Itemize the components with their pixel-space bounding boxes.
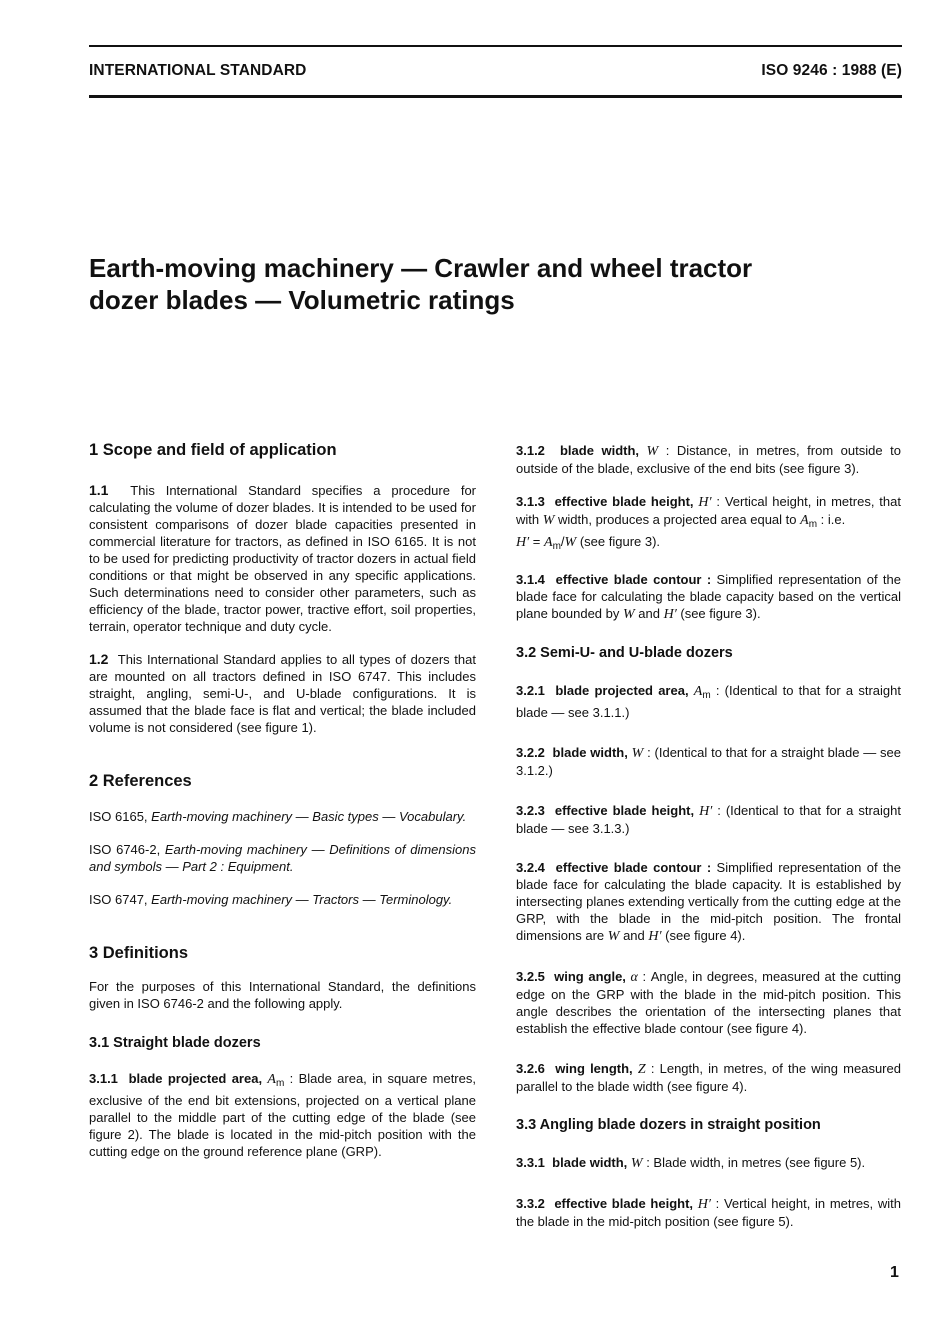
para-number: 1.2 — [89, 651, 109, 667]
para-1-1 — [89, 482, 476, 635]
left-column — [89, 440, 476, 1160]
para-text: This International Standard applies to all types of dozers that are mounted on all tractors defined in ISO 6747. This includes straight, angling, semi-U-, and U-blade configurations. It is assumed that the blade face is flat and vertical; the blade included volume is not considered (see figure 1). — [89, 652, 476, 735]
subsection-3-1-heading: 3.1 Straight blade dozers — [89, 1035, 261, 1051]
para-1-2 — [89, 651, 476, 736]
definition-3-2-4: 3.2.4 effective blade contour : Simplified representation of the blade face for calculating the blade capacity. It is established by intersecting planes extending vertically from the cutting edge at the GRP, with the blade in the mid-pitch position. The frontal dimensions are W and H′ (see figure 4). — [516, 860, 902, 944]
reference-1: ISO 6165, Earth-moving machinery — Basic types — Vocabulary. — [89, 809, 467, 824]
definition-3-3-1: 3.3.1 blade width, W : Blade width, in metres (see figure 5). — [516, 1155, 866, 1171]
section-2-heading: 2 References — [89, 772, 192, 790]
header-left: INTERNATIONAL STANDARD — [89, 62, 307, 79]
header-right: ISO 9246 : 1988 (E) — [761, 62, 902, 79]
para-text: This International Standard specifies a procedure for calculating the volume of dozer blades. It is intended to be used for consistent comparisons of dozer blade capacities presented in commercial literature for tractors, as defined in ISO 6165. It is not to be used for predicting productivity of tractor dozers in actual field conditions or that might be observed in any specific applications. Such determinations need to consider other parameters, such as efficiency of the blade, tractor power, tractive effort, soil properties, terrain, operator technique and duty cycle. — [89, 483, 477, 634]
definition-3-2-3: 3.2.3 effective blade height, H′ : (Identical to that for a straight blade — see 3.1.3.) — [516, 803, 901, 836]
definition-3-2-5: 3.2.5 wing angle, α : Angle, in degrees, measured at the cutting edge on the GRP with the blade in the mid-pitch position. This angle describes the orientation of the intersecting planes that establish the effective blade contour (see figure 4). — [516, 969, 901, 1036]
subsection-3-3-heading: 3.3 Angling blade dozers in straight position — [516, 1117, 821, 1133]
subsection-3-2-heading: 3.2 Semi-U- and U-blade dozers — [516, 645, 733, 661]
section-3-heading: 3 Definitions — [89, 944, 189, 962]
document-title — [89, 252, 909, 316]
definition-3-1-1: 3.1.1 blade projected area, $A_m$ : Blade area, in square metres, exclusive of the end bit extensions, projected on a vertical plane parallel to the middle part of the cutting edge of the blade (see figure 2). The blade is located in the mid-pitch position with the cutting edge on the ground reference plane (GRP). — [89, 1071, 476, 1159]
page-number: 1 — [890, 1264, 899, 1281]
definition-3-3-2: 3.3.2 effective blade height, H′ : Vertical height, in metres, with the blade in the mid-pitch position (see figure 5). — [516, 1196, 901, 1229]
definitions-intro: For the purposes of this International Standard, the definitions given in ISO 6746-2 and the following apply. — [89, 979, 476, 1011]
right-column — [516, 440, 901, 1230]
header-bottom-rule — [89, 95, 902, 98]
definition-3-2-1: 3.2.1 blade projected area, $A_m$ : (Identical to that for a straight blade — see 3.1.1.) — [516, 683, 901, 720]
definition-3-2-2: 3.2.2 blade width, W : (Identical to that for a straight blade — see 3.1.2.) — [516, 745, 901, 778]
definition-3-1-3: 3.1.3 effective blade height, H′ : Vertical height, in metres, that with W width, produces a projected area equal to $A_m$ : i.e. $H' = A_m/W$ (see figure 3). — [516, 494, 901, 552]
header-top-rule — [89, 45, 902, 47]
definition-3-1-4: 3.1.4 effective blade contour : Simplified representation of the blade face for calculating the blade capacity based on the vertical plane bounded by W and H′ (see figure 3). — [516, 572, 902, 622]
para-number: 1.1 — [89, 482, 109, 498]
title-line-2: dozer blades — Volumetric ratings — [89, 285, 515, 315]
title-line-1: Earth-moving machinery — Crawler and wheel tractor — [89, 253, 753, 283]
definition-3-2-6: 3.2.6 wing length, Z : Length, in metres, of the wing measured parallel to the blade width (see figure 4). — [516, 1061, 901, 1094]
reference-2: ISO 6746-2, Earth-moving machinery — Definitions of dimensions and symbols — Part 2 : Equipment. — [89, 842, 476, 874]
definition-3-1-2: 3.1.2 blade width, W : Distance, in metres, from outside to outside of the blade, exclusive of the end bits (see figure 3). — [516, 443, 901, 476]
section-1-heading: 1 Scope and field of application — [89, 441, 337, 459]
reference-3: ISO 6747, Earth-moving machinery — Tractors — Terminology. — [89, 892, 453, 907]
